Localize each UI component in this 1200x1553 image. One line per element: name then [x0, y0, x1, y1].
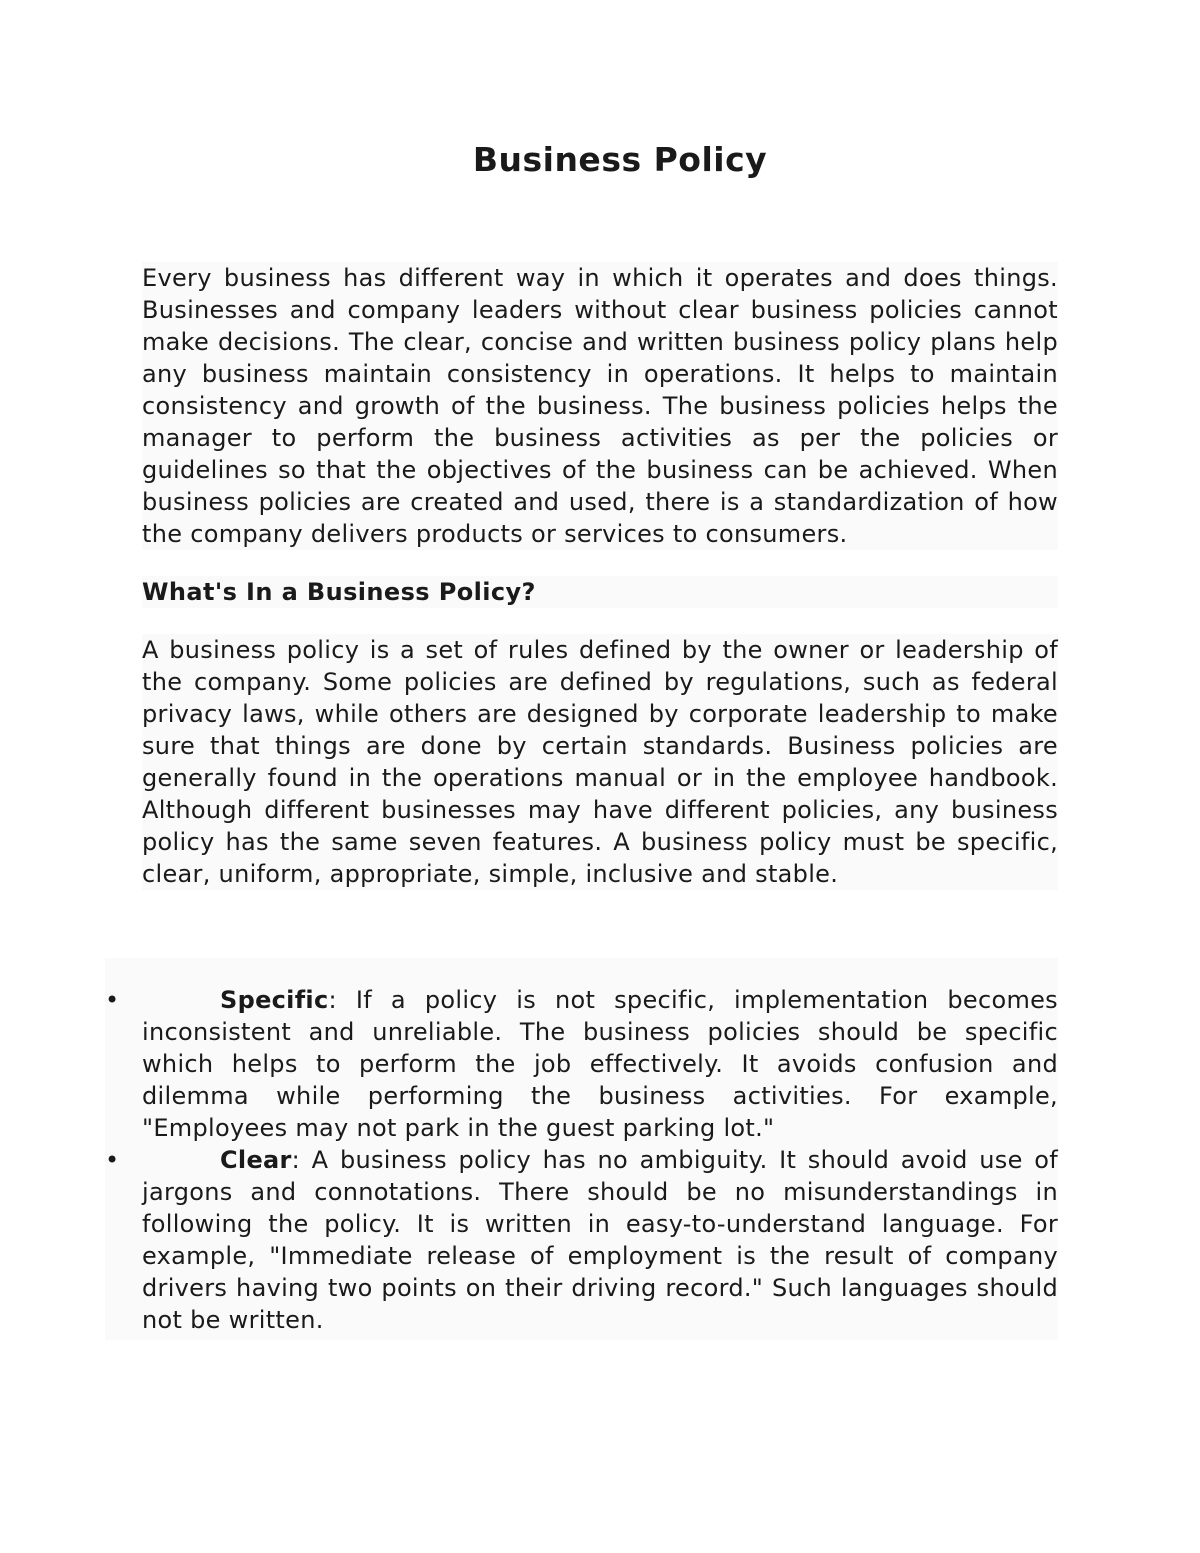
document-title: Business Policy [472, 140, 768, 179]
feature-term: Specific [220, 986, 329, 1014]
feature-separator: : [291, 1146, 301, 1174]
feature-text: A business policy has no ambiguity. It should avoid use of jargons and connotations. There should be no misunderstandings in following the policy. It is written in easy-to-understand language. For example, "Immediate release of employment is the result of company drivers having two points on their driving record." Such languages should not be written. [142, 1146, 1058, 1334]
features-list [105, 958, 1058, 1340]
section-paragraph: A business policy is a set of rules defined by the owner or leadership of the company. Some policies are defined by regulations, such as federal privacy laws, while others are designed by corporate leadership to make sure that things are done by certain standards. Business policies are generally found in the operations manual or in the employee handbook. Although different businesses may have different policies, any business policy has the same seven features. A business policy must be specific, clear, uniform, appropriate, simple, inclusive and stable. [142, 636, 1058, 888]
feature-separator: : [328, 986, 337, 1014]
document-body [142, 262, 1058, 890]
feature-text: If a policy is not specific, implementation becomes inconsistent and unreliable. The business policies should be specific which helps to perform the job effectively. It avoids confusion and dilemma while performing the business activities. For example, "Employees may not park in the guest parking lot." [142, 986, 1058, 1142]
bullet-icon: • [105, 986, 120, 1014]
list-item [105, 1144, 1058, 1336]
section-heading: What's In a Business Policy? [142, 576, 1058, 608]
feature-term: Clear [220, 1146, 292, 1174]
bullet-icon: • [105, 1146, 120, 1174]
intro-paragraph: Every business has different way in which it operates and does things. Businesses and company leaders without clear business policies cannot make decisions. The clear, concise and written business policy plans help any business maintain consistency in operations. It helps to maintain consistency and growth of the business. The business policies helps the manager to perform the business activities as per the policies or guidelines so that the objectives of the business can be achieved. When business policies are created and used, there is a standardization of how the company delivers products or services to consumers. [142, 264, 1058, 548]
list-item [105, 984, 1058, 1144]
